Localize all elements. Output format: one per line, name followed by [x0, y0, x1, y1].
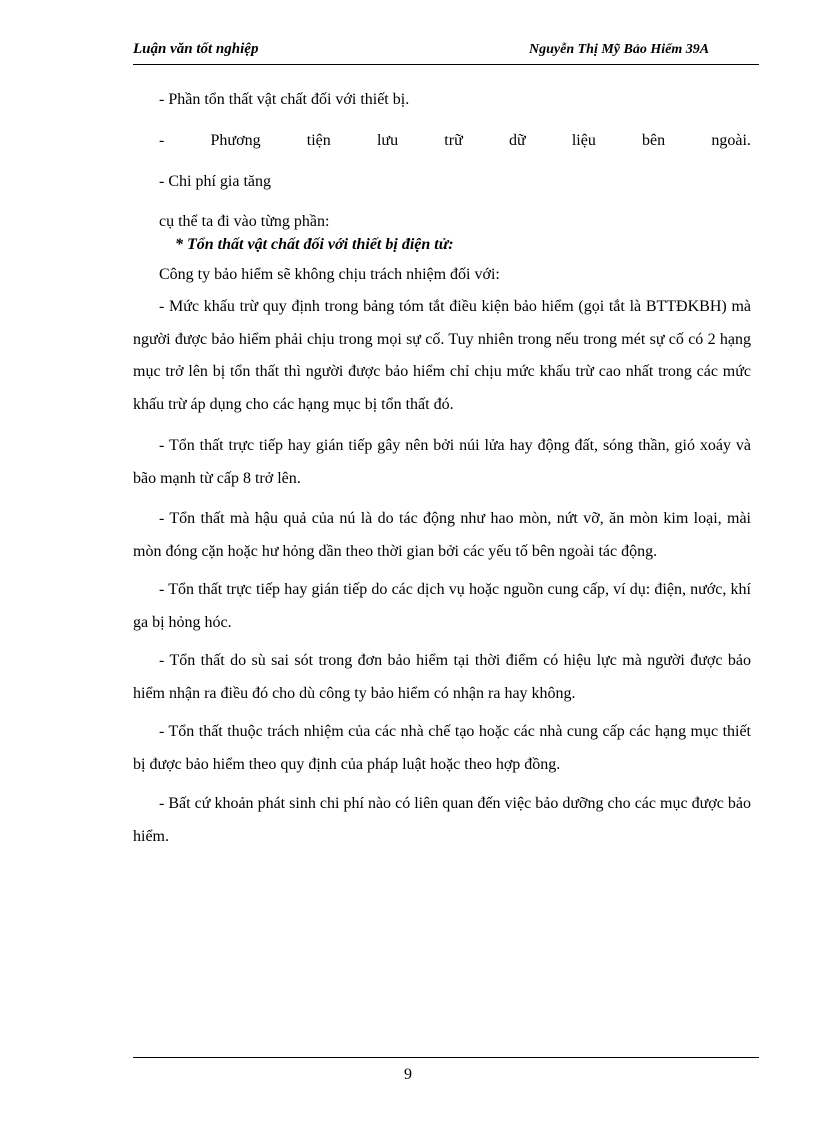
word: dữ [508, 132, 526, 149]
list-item-external-storage [159, 132, 751, 150]
paragraph-utility-failure: - Tổn thất trực tiếp hay gián tiếp do các dịch vụ hoặc nguồn cung cấp, ví dụ: điện, nước, khí ga bị hỏng hóc. [133, 581, 751, 631]
word: ngoài. [711, 132, 751, 149]
paragraph-maintenance-cost: - Bất cứ khoản phát sinh chi phí nào có liên quan đến việc bảo dưỡng cho các mục được bảo hiểm. [133, 795, 751, 845]
page-number: 9 [404, 1066, 412, 1083]
paragraph-wear-and-tear: - Tổn thất mà hậu quả của nú là do tác động như hao mòn, nứt vỡ, ăn mòn kim loại, mài mòn đóng cặn hoặc hư hỏng dần theo thời gian bởi các yếu tố bên ngoài tác động. [133, 510, 751, 560]
word: trữ [444, 132, 463, 149]
paragraph-manufacturer-liability: - Tổn thất thuộc trách nhiệm của các nhà chế tạo hoặc các nhà cung cấp các hạng mục thiết bị được bảo hiểm theo quy định của pháp luật hoặc theo hợp đồng. [133, 723, 751, 773]
word: - [159, 132, 165, 149]
header-divider [133, 64, 759, 65]
lead-text: Công ty bảo hiểm sẽ không chịu trách nhiệm đối với: [159, 266, 500, 283]
page-header-right: Nguyễn Thị Mỹ Bảo Hiểm 39A [529, 42, 710, 57]
section-heading: * Tổn thất vật chất đối với thiết bị điện tử: [175, 236, 454, 253]
word: bên [642, 132, 666, 149]
word: lưu [376, 132, 399, 149]
list-item-material-loss: - Phần tổn thất vật chất đối với thiết bị. [159, 91, 410, 108]
word: liệu [571, 132, 596, 149]
footer-divider [133, 1057, 759, 1058]
paragraph-policy-error: - Tổn thất do sù sai sót trong đơn bảo hiểm tại thời điểm có hiệu lực mà người được bảo hiểm nhận ra điều đó cho dù công ty bảo hiểm có nhận ra hay không. [133, 652, 751, 702]
paragraph-deductible: - Mức khấu trừ quy định trong bảng tóm tắt điều kiện bảo hiểm (gọi tắt là BTTĐKBH) mà người được bảo hiểm phải chịu trong mọi sự cố. Tuy nhiên trong nếu trong mét sự cố có 2 hạng mục trở lên bị tổn thất thì người được bảo hiểm chỉ chịu mức khấu trừ cao nhất trong các mức khấu trừ áp dụng cho các hạng mục bị tổn thất đó. [133, 298, 751, 413]
word: tiện [306, 132, 331, 149]
paragraph-natural-disaster: - Tổn thất trực tiếp hay gián tiếp gây nên bởi núi lửa hay động đất, sóng thần, gió xoáy và bão mạnh từ cấp 8 trở lên. [133, 437, 751, 487]
list-item-added-cost: - Chi phí gia tăng [159, 173, 271, 190]
intro-text: cụ thể ta đi vào từng phần: [159, 213, 330, 230]
word: Phương [210, 132, 261, 149]
page-header-left: Luận văn tốt nghiệp [133, 41, 259, 57]
